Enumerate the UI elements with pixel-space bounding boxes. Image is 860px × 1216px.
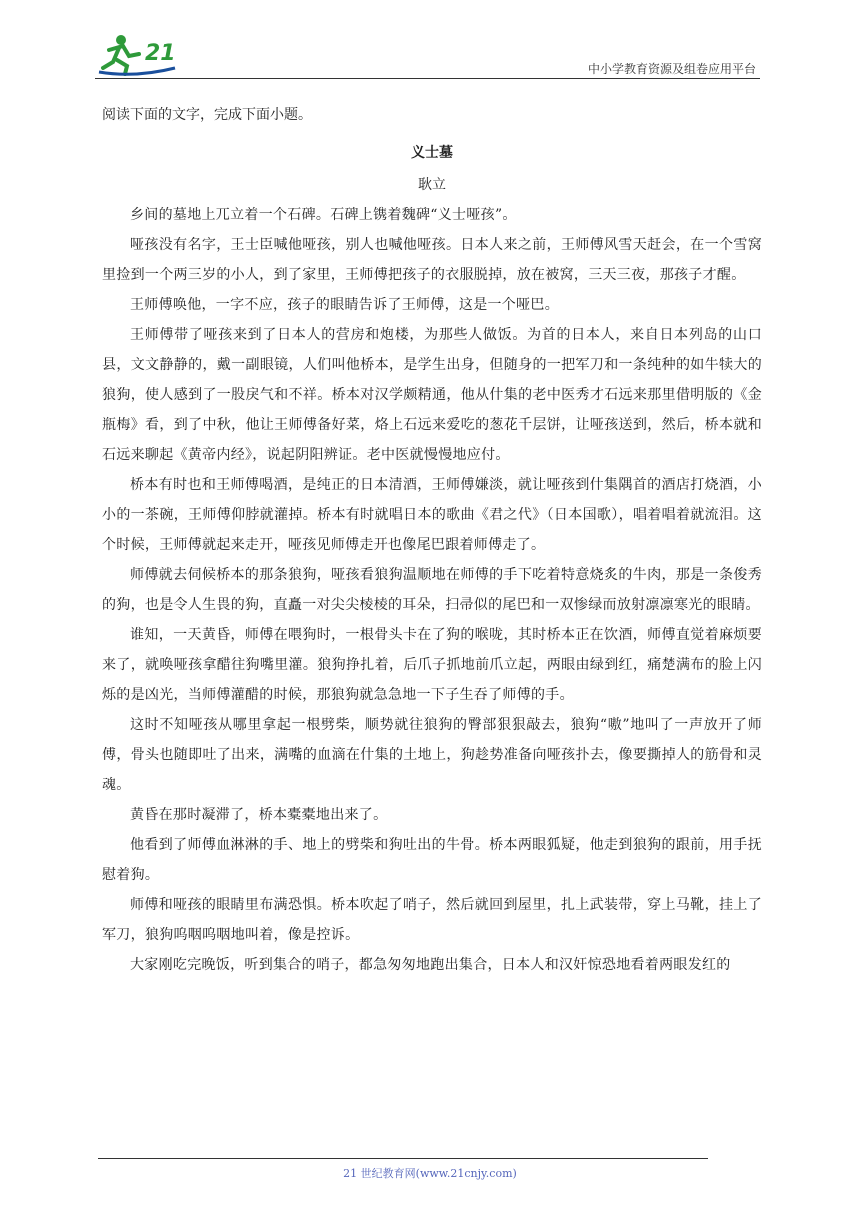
- paragraph: 这时不知哑孩从哪里拿起一根劈柴，顺势就往狼狗的臀部狠狠敲去，狼狗“嗷”地叫了一声放开了师傅，骨头也随即吐了出来，满嘴的血滴在什集的土地上，狗趁势准备向哑孩扑去，像要撕掉人的筋骨和灵魂。: [102, 717, 762, 793]
- page-header: [95, 30, 760, 80]
- paragraph: 谁知，一天黄昏，师傅在喂狗时，一根骨头卡在了狗的喉咙，其时桥本正在饮酒，师傅直觉着麻烦要来了，就唤哑孩拿醋往狗嘴里灌。狼狗挣扎着，后爪子抓地前爪立起，两眼由绿到红，痛楚满布的脸上闪烁的是凶光，当师傅灌醋的时候，那狼狗就急急地一下子生吞了师傅的手。: [102, 627, 762, 703]
- site-logo: [95, 30, 265, 78]
- article-author: 耿立: [418, 177, 446, 193]
- paragraph: 哑孩没有名字，王士臣喊他哑孩，别人也喊他哑孩。日本人来之前，王师傅风雪天赶会，在一个雪窝里捡到一个两三岁的小人，到了家里，王师傅把孩子的衣服脱掉，放在被窝，三天三夜，那孩子才醒。: [102, 237, 762, 283]
- header-divider: [95, 78, 760, 79]
- paragraph: 乡间的墓地上兀立着一个石碑。石碑上镌着魏碑“义士哑孩”。: [130, 207, 517, 223]
- document-body: [102, 100, 762, 980]
- paragraph: 王师傅带了哑孩来到了日本人的营房和炮楼，为那些人做饭。为首的日本人，来自日本列岛的山口县，文文静静的，戴一副眼镜，人们叫他桥本，是学生出身，但随身的一把军刀和一条纯种的如牛犊大的狼狗，使人感到了一股戾气和不祥。桥本对汉学颇精通，他从什集的老中医秀才石远来那里借明版的《金瓶梅》看，到了中秋，他让王师傅备好菜，烙上石远来爱吃的葱花千层饼，让哑孩送到，然后，桥本就和石远来聊起《黄帝内经》，说起阴阳辨证。老中医就慢慢地应付。: [102, 327, 762, 463]
- platform-name: 中小学教育资源及组卷应用平台: [587, 62, 756, 76]
- paragraph: 师傅就去伺候桥本的那条狼狗，哑孩看狼狗温顺地在师傅的手下吃着特意烧炙的牛肉，那是一条俊秀的狗，也是令人生畏的狗，直矗一对尖尖棱棱的耳朵，扫帚似的尾巴和一双惨绿而放射凛凛寒光的眼睛。: [102, 567, 762, 613]
- article-title: 义士墓: [411, 145, 453, 161]
- svg-text:21: 21: [145, 41, 176, 66]
- paragraph: 黄昏在那时凝滞了，桥本橐橐地出来了。: [130, 807, 388, 823]
- paragraph: 师傅和哑孩的眼睛里布满恐惧。桥本吹起了哨子，然后就回到屋里，扎上武装带，穿上马靴，挂上了军刀，狼狗呜咽呜咽地叫着，像是控诉。: [102, 897, 762, 943]
- paragraph: 桥本有时也和王师傅喝酒，是纯正的日本清酒，王师傅嫌淡，就让哑孩到什集隅首的酒店打烧酒，小小的一茶碗，王师傅仰脖就灌掉。桥本有时就唱日本的歌曲《君之代》（日本国歌），唱着唱着就流泪。这个时候，王师傅就起来走开，哑孩见师傅走开也像尾巴跟着师傅走了。: [102, 477, 762, 553]
- page-footer: 21 世纪教育网(www.21cnjy.com): [343, 1167, 517, 1180]
- paragraph: 王师傅唤他，一字不应，孩子的眼睛告诉了王师傅，这是一个哑巴。: [130, 297, 559, 313]
- question-instruction: 阅读下面的文字，完成下面小题。: [102, 107, 312, 123]
- footer-divider: [98, 1158, 708, 1159]
- runner-logo-icon: [95, 30, 265, 78]
- paragraph: 他看到了师傅血淋淋的手、地上的劈柴和狗吐出的牛骨。桥本两眼狐疑，他走到狼狗的跟前，用手抚慰着狗。: [102, 837, 762, 883]
- paragraph: 大家刚吃完晚饭，听到集合的哨子，都急匆匆地跑出集合，日本人和汉奸惊恐地看着两眼发红的: [130, 957, 731, 973]
